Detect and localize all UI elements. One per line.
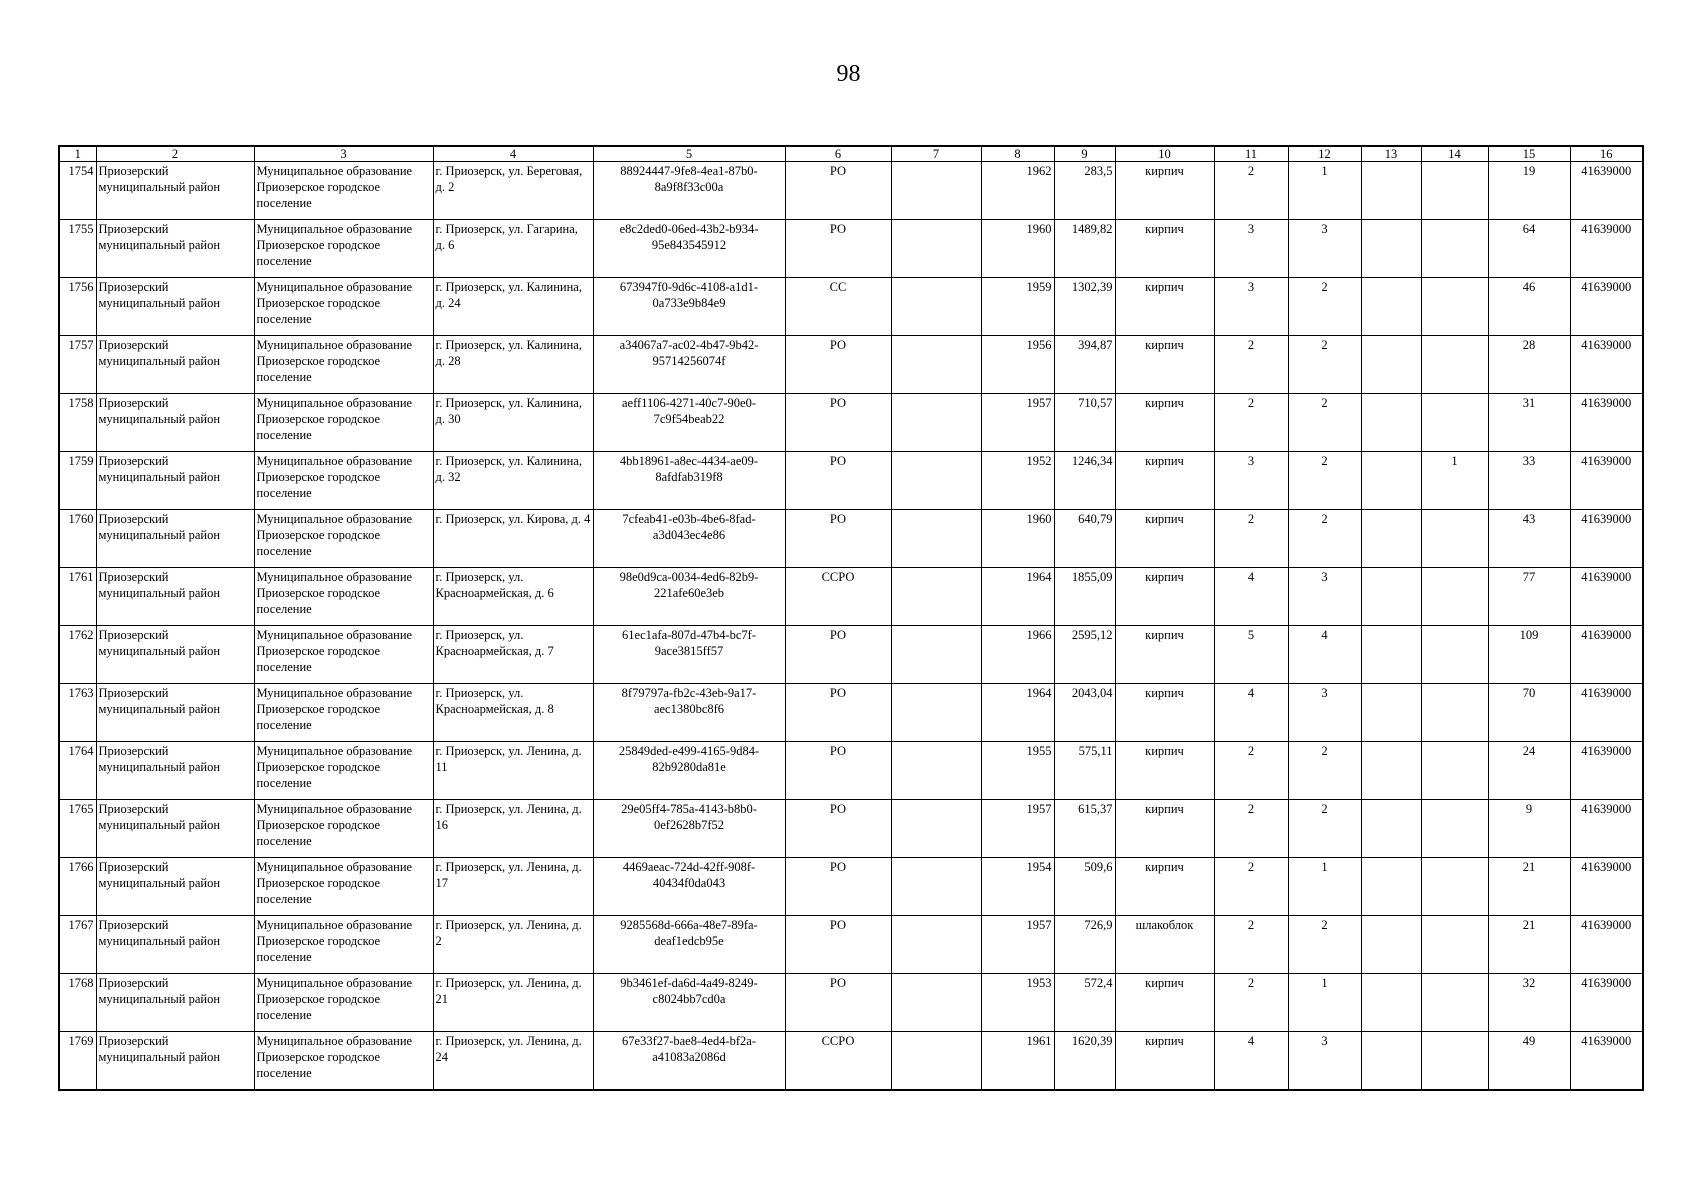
floors-cell: 2 <box>1214 916 1288 974</box>
floors-cell: 2 <box>1214 800 1288 858</box>
oktmo-cell: 41639000 <box>1570 510 1643 568</box>
column-13-cell <box>1361 162 1421 220</box>
column-14-cell <box>1421 394 1488 452</box>
district-cell: Приозерский муниципальный район <box>96 742 254 800</box>
year-cell: 1957 <box>981 394 1054 452</box>
table-row <box>59 974 1643 1032</box>
type-cell: СС <box>785 278 891 336</box>
guid-cell: 98e0d9ca-0034-4ed6-82b9-221afe60e3eb <box>593 568 785 626</box>
column-7-cell <box>891 1032 981 1090</box>
column-14-cell <box>1421 858 1488 916</box>
floors-cell: 2 <box>1214 162 1288 220</box>
municipality-cell: Муниципальное образование Приозерское городское поселение <box>254 684 433 742</box>
column-15-cell: 77 <box>1488 568 1570 626</box>
type-cell: РО <box>785 742 891 800</box>
floors-cell: 4 <box>1214 568 1288 626</box>
column-14-cell <box>1421 742 1488 800</box>
year-cell: 1966 <box>981 626 1054 684</box>
oktmo-cell: 41639000 <box>1570 394 1643 452</box>
year-cell: 1952 <box>981 452 1054 510</box>
district-cell: Приозерский муниципальный район <box>96 684 254 742</box>
column-13-cell <box>1361 916 1421 974</box>
area-cell: 2595,12 <box>1054 626 1115 684</box>
material-cell: кирпич <box>1115 452 1214 510</box>
area-cell: 726,9 <box>1054 916 1115 974</box>
type-cell: РО <box>785 162 891 220</box>
area-cell: 710,57 <box>1054 394 1115 452</box>
column-7-cell <box>891 452 981 510</box>
entrances-cell: 2 <box>1288 278 1361 336</box>
floors-cell: 3 <box>1214 278 1288 336</box>
column-15-cell: 24 <box>1488 742 1570 800</box>
row-number-cell: 1766 <box>59 858 96 916</box>
entrances-cell: 3 <box>1288 1032 1361 1090</box>
address-cell: г. Приозерск, ул. Ленина, д. 24 <box>433 1032 593 1090</box>
column-15-cell: 49 <box>1488 1032 1570 1090</box>
area-cell: 615,37 <box>1054 800 1115 858</box>
material-cell: шлакоблок <box>1115 916 1214 974</box>
table-row <box>59 510 1643 568</box>
column-15-cell: 9 <box>1488 800 1570 858</box>
entrances-cell: 2 <box>1288 452 1361 510</box>
column-7-cell <box>891 916 981 974</box>
district-cell: Приозерский муниципальный район <box>96 278 254 336</box>
municipality-cell: Муниципальное образование Приозерское городское поселение <box>254 974 433 1032</box>
column-header-1: 1 <box>59 146 96 162</box>
material-cell: кирпич <box>1115 162 1214 220</box>
entrances-cell: 3 <box>1288 568 1361 626</box>
guid-cell: 61ec1afa-807d-47b4-bc7f-9ace3815ff57 <box>593 626 785 684</box>
table-row <box>59 1032 1643 1090</box>
column-15-cell: 70 <box>1488 684 1570 742</box>
oktmo-cell: 41639000 <box>1570 278 1643 336</box>
area-cell: 1489,82 <box>1054 220 1115 278</box>
guid-cell: 25849ded-e499-4165-9d84-82b9280da81e <box>593 742 785 800</box>
material-cell: кирпич <box>1115 1032 1214 1090</box>
column-7-cell <box>891 742 981 800</box>
oktmo-cell: 41639000 <box>1570 684 1643 742</box>
column-15-cell: 28 <box>1488 336 1570 394</box>
entrances-cell: 2 <box>1288 800 1361 858</box>
material-cell: кирпич <box>1115 858 1214 916</box>
column-header-6: 6 <box>785 146 891 162</box>
address-cell: г. Приозерск, ул. Береговая, д. 2 <box>433 162 593 220</box>
column-13-cell <box>1361 1032 1421 1090</box>
row-number-cell: 1754 <box>59 162 96 220</box>
oktmo-cell: 41639000 <box>1570 568 1643 626</box>
table-row <box>59 162 1643 220</box>
column-7-cell <box>891 568 981 626</box>
area-cell: 394,87 <box>1054 336 1115 394</box>
material-cell: кирпич <box>1115 684 1214 742</box>
type-cell: РО <box>785 452 891 510</box>
address-cell: г. Приозерск, ул. Ленина, д. 2 <box>433 916 593 974</box>
municipality-cell: Муниципальное образование Приозерское городское поселение <box>254 568 433 626</box>
column-number-row <box>59 146 1643 162</box>
column-header-14: 14 <box>1421 146 1488 162</box>
floors-cell: 2 <box>1214 974 1288 1032</box>
floors-cell: 2 <box>1214 394 1288 452</box>
floors-cell: 5 <box>1214 626 1288 684</box>
column-header-10: 10 <box>1115 146 1214 162</box>
area-cell: 640,79 <box>1054 510 1115 568</box>
area-cell: 283,5 <box>1054 162 1115 220</box>
column-14-cell <box>1421 220 1488 278</box>
column-13-cell <box>1361 336 1421 394</box>
row-number-cell: 1756 <box>59 278 96 336</box>
oktmo-cell: 41639000 <box>1570 800 1643 858</box>
row-number-cell: 1767 <box>59 916 96 974</box>
column-7-cell <box>891 220 981 278</box>
row-number-cell: 1768 <box>59 974 96 1032</box>
row-number-cell: 1760 <box>59 510 96 568</box>
guid-cell: 673947f0-9d6c-4108-a1d1-0a733e9b84e9 <box>593 278 785 336</box>
row-number-cell: 1758 <box>59 394 96 452</box>
material-cell: кирпич <box>1115 336 1214 394</box>
column-header-4: 4 <box>433 146 593 162</box>
entrances-cell: 2 <box>1288 336 1361 394</box>
column-14-cell <box>1421 916 1488 974</box>
oktmo-cell: 41639000 <box>1570 336 1643 394</box>
municipality-cell: Муниципальное образование Приозерское городское поселение <box>254 220 433 278</box>
guid-cell: 4469aeac-724d-42ff-908f-40434f0da043 <box>593 858 785 916</box>
column-14-cell <box>1421 684 1488 742</box>
row-number-cell: 1755 <box>59 220 96 278</box>
row-number-cell: 1761 <box>59 568 96 626</box>
district-cell: Приозерский муниципальный район <box>96 452 254 510</box>
material-cell: кирпич <box>1115 974 1214 1032</box>
page-number: 98 <box>836 61 861 87</box>
type-cell: РО <box>785 510 891 568</box>
guid-cell: 88924447-9fe8-4ea1-87b0-8a9f8f33c00a <box>593 162 785 220</box>
address-cell: г. Приозерск, ул. Красноармейская, д. 7 <box>433 626 593 684</box>
material-cell: кирпич <box>1115 742 1214 800</box>
table-row <box>59 220 1643 278</box>
column-15-cell: 64 <box>1488 220 1570 278</box>
table-row <box>59 916 1643 974</box>
row-number-cell: 1762 <box>59 626 96 684</box>
type-cell: ССРО <box>785 568 891 626</box>
guid-cell: 9b3461ef-da6d-4a49-8249-c8024bb7cd0a <box>593 974 785 1032</box>
column-header-3: 3 <box>254 146 433 162</box>
column-header-15: 15 <box>1488 146 1570 162</box>
district-cell: Приозерский муниципальный район <box>96 394 254 452</box>
floors-cell: 2 <box>1214 742 1288 800</box>
column-header-5: 5 <box>593 146 785 162</box>
year-cell: 1962 <box>981 162 1054 220</box>
type-cell: РО <box>785 626 891 684</box>
guid-cell: e8c2ded0-06ed-43b2-b934-95e843545912 <box>593 220 785 278</box>
type-cell: РО <box>785 394 891 452</box>
column-15-cell: 21 <box>1488 858 1570 916</box>
area-cell: 1855,09 <box>1054 568 1115 626</box>
table-row <box>59 336 1643 394</box>
column-header-13: 13 <box>1361 146 1421 162</box>
type-cell: ССРО <box>785 1032 891 1090</box>
year-cell: 1955 <box>981 742 1054 800</box>
column-14-cell <box>1421 568 1488 626</box>
address-cell: г. Приозерск, ул. Кирова, д. 4 <box>433 510 593 568</box>
column-14-cell <box>1421 336 1488 394</box>
entrances-cell: 3 <box>1288 684 1361 742</box>
entrances-cell: 1 <box>1288 974 1361 1032</box>
column-15-cell: 109 <box>1488 626 1570 684</box>
guid-cell: aeff1106-4271-40c7-90e0-7c9f54beab22 <box>593 394 785 452</box>
year-cell: 1959 <box>981 278 1054 336</box>
entrances-cell: 2 <box>1288 742 1361 800</box>
municipality-cell: Муниципальное образование Приозерское городское поселение <box>254 162 433 220</box>
address-cell: г. Приозерск, ул. Ленина, д. 16 <box>433 800 593 858</box>
municipality-cell: Муниципальное образование Приозерское городское поселение <box>254 858 433 916</box>
floors-cell: 2 <box>1214 858 1288 916</box>
address-cell: г. Приозерск, ул. Ленина, д. 11 <box>433 742 593 800</box>
floors-cell: 4 <box>1214 1032 1288 1090</box>
column-13-cell <box>1361 684 1421 742</box>
municipality-cell: Муниципальное образование Приозерское городское поселение <box>254 452 433 510</box>
column-14-cell <box>1421 1032 1488 1090</box>
column-14-cell <box>1421 278 1488 336</box>
entrances-cell: 2 <box>1288 394 1361 452</box>
type-cell: РО <box>785 220 891 278</box>
column-13-cell <box>1361 278 1421 336</box>
entrances-cell: 4 <box>1288 626 1361 684</box>
district-cell: Приозерский муниципальный район <box>96 220 254 278</box>
municipality-cell: Муниципальное образование Приозерское городское поселение <box>254 510 433 568</box>
guid-cell: 7cfeab41-e03b-4be6-8fad-a3d043ec4e86 <box>593 510 785 568</box>
column-header-2: 2 <box>96 146 254 162</box>
municipality-cell: Муниципальное образование Приозерское городское поселение <box>254 1032 433 1090</box>
column-header-9: 9 <box>1054 146 1115 162</box>
column-14-cell <box>1421 974 1488 1032</box>
floors-cell: 3 <box>1214 452 1288 510</box>
type-cell: РО <box>785 800 891 858</box>
address-cell: г. Приозерск, ул. Красноармейская, д. 6 <box>433 568 593 626</box>
row-number-cell: 1763 <box>59 684 96 742</box>
row-number-cell: 1759 <box>59 452 96 510</box>
material-cell: кирпич <box>1115 278 1214 336</box>
municipality-cell: Муниципальное образование Приозерское городское поселение <box>254 278 433 336</box>
entrances-cell: 1 <box>1288 162 1361 220</box>
municipality-cell: Муниципальное образование Приозерское городское поселение <box>254 916 433 974</box>
district-cell: Приозерский муниципальный район <box>96 916 254 974</box>
district-cell: Приозерский муниципальный район <box>96 858 254 916</box>
floors-cell: 3 <box>1214 220 1288 278</box>
table-row <box>59 394 1643 452</box>
floors-cell: 2 <box>1214 510 1288 568</box>
guid-cell: a34067a7-ac02-4b47-9b42-95714256074f <box>593 336 785 394</box>
year-cell: 1964 <box>981 568 1054 626</box>
floors-cell: 2 <box>1214 336 1288 394</box>
column-13-cell <box>1361 452 1421 510</box>
address-cell: г. Приозерск, ул. Калинина, д. 30 <box>433 394 593 452</box>
district-cell: Приозерский муниципальный район <box>96 568 254 626</box>
municipality-cell: Муниципальное образование Приозерское городское поселение <box>254 800 433 858</box>
column-13-cell <box>1361 220 1421 278</box>
column-14-cell <box>1421 800 1488 858</box>
address-cell: г. Приозерск, ул. Калинина, д. 28 <box>433 336 593 394</box>
material-cell: кирпич <box>1115 800 1214 858</box>
column-15-cell: 46 <box>1488 278 1570 336</box>
column-15-cell: 33 <box>1488 452 1570 510</box>
guid-cell: 4bb18961-a8ec-4434-ae09-8afdfab319f8 <box>593 452 785 510</box>
type-cell: РО <box>785 916 891 974</box>
column-13-cell <box>1361 742 1421 800</box>
table-row <box>59 626 1643 684</box>
district-cell: Приозерский муниципальный район <box>96 800 254 858</box>
oktmo-cell: 41639000 <box>1570 974 1643 1032</box>
area-cell: 509,6 <box>1054 858 1115 916</box>
address-cell: г. Приозерск, ул. Красноармейская, д. 8 <box>433 684 593 742</box>
column-7-cell <box>891 278 981 336</box>
district-cell: Приозерский муниципальный район <box>96 162 254 220</box>
column-13-cell <box>1361 394 1421 452</box>
column-7-cell <box>891 394 981 452</box>
entrances-cell: 2 <box>1288 510 1361 568</box>
material-cell: кирпич <box>1115 510 1214 568</box>
address-cell: г. Приозерск, ул. Ленина, д. 21 <box>433 974 593 1032</box>
district-cell: Приозерский муниципальный район <box>96 336 254 394</box>
area-cell: 2043,04 <box>1054 684 1115 742</box>
guid-cell: 67e33f27-bae8-4ed4-bf2a-a41083a2086d <box>593 1032 785 1090</box>
year-cell: 1953 <box>981 974 1054 1032</box>
year-cell: 1960 <box>981 220 1054 278</box>
area-cell: 575,11 <box>1054 742 1115 800</box>
column-7-cell <box>891 800 981 858</box>
type-cell: РО <box>785 684 891 742</box>
area-cell: 1302,39 <box>1054 278 1115 336</box>
type-cell: РО <box>785 858 891 916</box>
material-cell: кирпич <box>1115 394 1214 452</box>
column-13-cell <box>1361 626 1421 684</box>
column-15-cell: 43 <box>1488 510 1570 568</box>
type-cell: РО <box>785 336 891 394</box>
address-cell: г. Приозерск, ул. Ленина, д. 17 <box>433 858 593 916</box>
district-cell: Приозерский муниципальный район <box>96 626 254 684</box>
row-number-cell: 1769 <box>59 1032 96 1090</box>
table-row <box>59 684 1643 742</box>
table-row <box>59 800 1643 858</box>
oktmo-cell: 41639000 <box>1570 742 1643 800</box>
oktmo-cell: 41639000 <box>1570 858 1643 916</box>
table-row <box>59 858 1643 916</box>
oktmo-cell: 41639000 <box>1570 162 1643 220</box>
material-cell: кирпич <box>1115 220 1214 278</box>
oktmo-cell: 41639000 <box>1570 452 1643 510</box>
column-header-8: 8 <box>981 146 1054 162</box>
column-header-11: 11 <box>1214 146 1288 162</box>
floors-cell: 4 <box>1214 684 1288 742</box>
year-cell: 1957 <box>981 800 1054 858</box>
year-cell: 1961 <box>981 1032 1054 1090</box>
column-7-cell <box>891 510 981 568</box>
type-cell: РО <box>785 974 891 1032</box>
column-13-cell <box>1361 858 1421 916</box>
column-13-cell <box>1361 568 1421 626</box>
column-header-16: 16 <box>1570 146 1643 162</box>
table-row <box>59 278 1643 336</box>
column-7-cell <box>891 858 981 916</box>
column-13-cell <box>1361 800 1421 858</box>
area-cell: 1246,34 <box>1054 452 1115 510</box>
table-row <box>59 568 1643 626</box>
address-cell: г. Приозерск, ул. Калинина, д. 32 <box>433 452 593 510</box>
guid-cell: 9285568d-666a-48e7-89fa-deaf1edcb95e <box>593 916 785 974</box>
column-7-cell <box>891 626 981 684</box>
oktmo-cell: 41639000 <box>1570 1032 1643 1090</box>
oktmo-cell: 41639000 <box>1570 220 1643 278</box>
oktmo-cell: 41639000 <box>1570 626 1643 684</box>
column-7-cell <box>891 336 981 394</box>
column-7-cell <box>891 162 981 220</box>
year-cell: 1964 <box>981 684 1054 742</box>
material-cell: кирпич <box>1115 626 1214 684</box>
oktmo-cell: 41639000 <box>1570 916 1643 974</box>
district-cell: Приозерский муниципальный район <box>96 1032 254 1090</box>
entrances-cell: 2 <box>1288 916 1361 974</box>
district-cell: Приозерский муниципальный район <box>96 510 254 568</box>
row-number-cell: 1765 <box>59 800 96 858</box>
year-cell: 1960 <box>981 510 1054 568</box>
column-7-cell <box>891 974 981 1032</box>
entrances-cell: 3 <box>1288 220 1361 278</box>
area-cell: 1620,39 <box>1054 1032 1115 1090</box>
row-number-cell: 1764 <box>59 742 96 800</box>
column-15-cell: 31 <box>1488 394 1570 452</box>
column-header-12: 12 <box>1288 146 1361 162</box>
column-7-cell <box>891 684 981 742</box>
address-cell: г. Приозерск, ул. Калинина, д. 24 <box>433 278 593 336</box>
year-cell: 1954 <box>981 858 1054 916</box>
column-15-cell: 19 <box>1488 162 1570 220</box>
address-cell: г. Приозерск, ул. Гагарина, д. 6 <box>433 220 593 278</box>
column-header-7: 7 <box>891 146 981 162</box>
column-13-cell <box>1361 510 1421 568</box>
column-14-cell <box>1421 162 1488 220</box>
material-cell: кирпич <box>1115 568 1214 626</box>
row-number-cell: 1757 <box>59 336 96 394</box>
area-cell: 572,4 <box>1054 974 1115 1032</box>
guid-cell: 29e05ff4-785a-4143-b8b0-0ef2628b7f52 <box>593 800 785 858</box>
municipality-cell: Муниципальное образование Приозерское городское поселение <box>254 336 433 394</box>
municipality-cell: Муниципальное образование Приозерское городское поселение <box>254 742 433 800</box>
column-15-cell: 32 <box>1488 974 1570 1032</box>
column-14-cell <box>1421 626 1488 684</box>
column-13-cell <box>1361 974 1421 1032</box>
guid-cell: 8f79797a-fb2c-43eb-9a17-aec1380bc8f6 <box>593 684 785 742</box>
table-row <box>59 742 1643 800</box>
entrances-cell: 1 <box>1288 858 1361 916</box>
year-cell: 1957 <box>981 916 1054 974</box>
municipality-cell: Муниципальное образование Приозерское городское поселение <box>254 626 433 684</box>
district-cell: Приозерский муниципальный район <box>96 974 254 1032</box>
column-14-cell: 1 <box>1421 452 1488 510</box>
table-row <box>59 452 1643 510</box>
column-15-cell: 21 <box>1488 916 1570 974</box>
housing-register-table <box>58 145 1644 1091</box>
municipality-cell: Муниципальное образование Приозерское городское поселение <box>254 394 433 452</box>
column-14-cell <box>1421 510 1488 568</box>
year-cell: 1956 <box>981 336 1054 394</box>
